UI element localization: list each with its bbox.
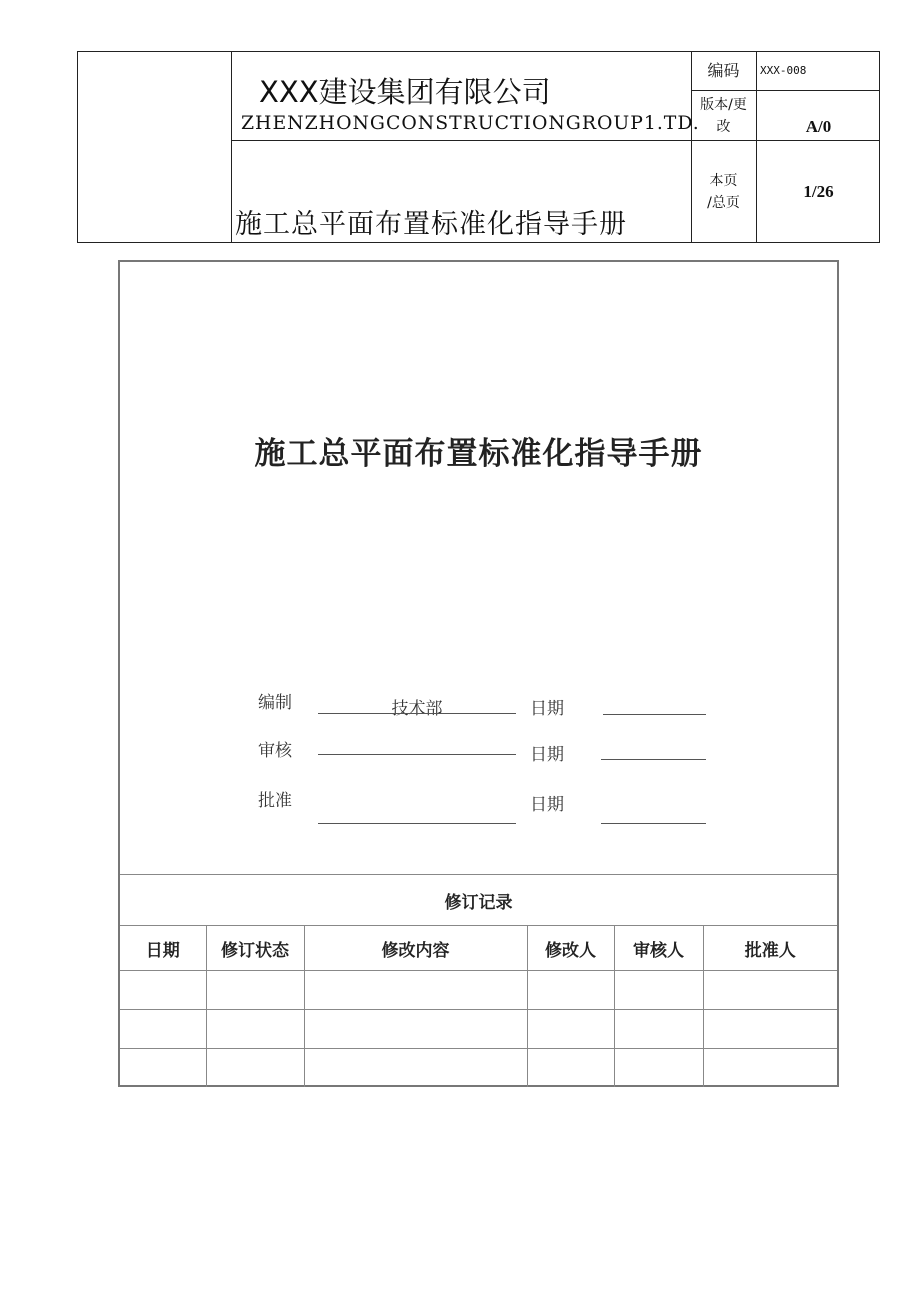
header-table bbox=[77, 51, 880, 243]
table-cell bbox=[120, 971, 206, 1010]
prepared-label: 编制 bbox=[258, 693, 292, 713]
table-cell bbox=[614, 1010, 703, 1049]
prepared-value: 技术部 bbox=[391, 699, 443, 719]
version-label-1: 版本/更 bbox=[700, 97, 747, 113]
header-divider bbox=[231, 52, 232, 242]
company-name-cn: XXX建设集团有限公司 bbox=[259, 75, 551, 109]
table-cell bbox=[527, 971, 614, 1010]
reviewed-date-label: 日期 bbox=[530, 745, 564, 765]
page-label-1: 本页 bbox=[709, 173, 738, 189]
prepared-date-line bbox=[603, 714, 706, 715]
table-row bbox=[120, 1049, 837, 1088]
table-cell bbox=[527, 1010, 614, 1049]
company-name-en: ZHENZHONGCONSTRUCTIONGROUP1.TD. bbox=[241, 112, 700, 134]
code-value: XXX-008 bbox=[760, 64, 807, 77]
header-doc-title: 施工总平面布置标准化指导手册 bbox=[235, 209, 627, 240]
page-value: 1/26 bbox=[803, 182, 834, 201]
header-divider bbox=[756, 52, 757, 242]
revision-record-table bbox=[120, 874, 837, 1087]
col-modifier: 修改人 bbox=[527, 926, 614, 971]
table-row bbox=[120, 971, 837, 1010]
table-cell bbox=[304, 1049, 527, 1088]
table-cell bbox=[120, 1049, 206, 1088]
table-cell bbox=[703, 1049, 837, 1088]
table-cell bbox=[614, 971, 703, 1010]
table-cell bbox=[206, 1049, 304, 1088]
reviewed-label: 审核 bbox=[258, 741, 292, 761]
prepared-date-label: 日期 bbox=[530, 699, 564, 719]
revision-record-title: 修订记录 bbox=[120, 875, 837, 926]
col-approver: 批准人 bbox=[703, 926, 837, 971]
table-cell bbox=[527, 1049, 614, 1088]
approved-date-line bbox=[601, 823, 706, 824]
table-cell bbox=[304, 971, 527, 1010]
reviewed-date-line bbox=[601, 759, 706, 760]
header-divider bbox=[691, 90, 880, 91]
table-cell bbox=[206, 1010, 304, 1049]
page-label-2: /总页 bbox=[707, 195, 740, 211]
cover-page bbox=[118, 260, 839, 1087]
approved-label: 批准 bbox=[258, 791, 292, 811]
approved-date-label: 日期 bbox=[530, 795, 564, 815]
col-reviewer: 审核人 bbox=[614, 926, 703, 971]
table-cell bbox=[206, 971, 304, 1010]
col-date: 日期 bbox=[120, 926, 206, 971]
col-revision-status: 修订状态 bbox=[206, 926, 304, 971]
approved-line bbox=[318, 823, 516, 824]
cover-title: 施工总平面布置标准化指导手册 bbox=[254, 436, 703, 472]
version-value: A/0 bbox=[805, 117, 832, 136]
table-cell bbox=[304, 1010, 527, 1049]
table-cell bbox=[120, 1010, 206, 1049]
header-divider bbox=[231, 140, 880, 141]
prepared-line bbox=[318, 713, 516, 714]
reviewed-line bbox=[318, 754, 516, 755]
table-cell bbox=[614, 1049, 703, 1088]
table-cell bbox=[703, 971, 837, 1010]
table-row bbox=[120, 1010, 837, 1049]
table-cell bbox=[703, 1010, 837, 1049]
code-label: 编码 bbox=[707, 61, 740, 80]
col-change-content: 修改内容 bbox=[304, 926, 527, 971]
version-label-2: 改 bbox=[716, 119, 731, 135]
